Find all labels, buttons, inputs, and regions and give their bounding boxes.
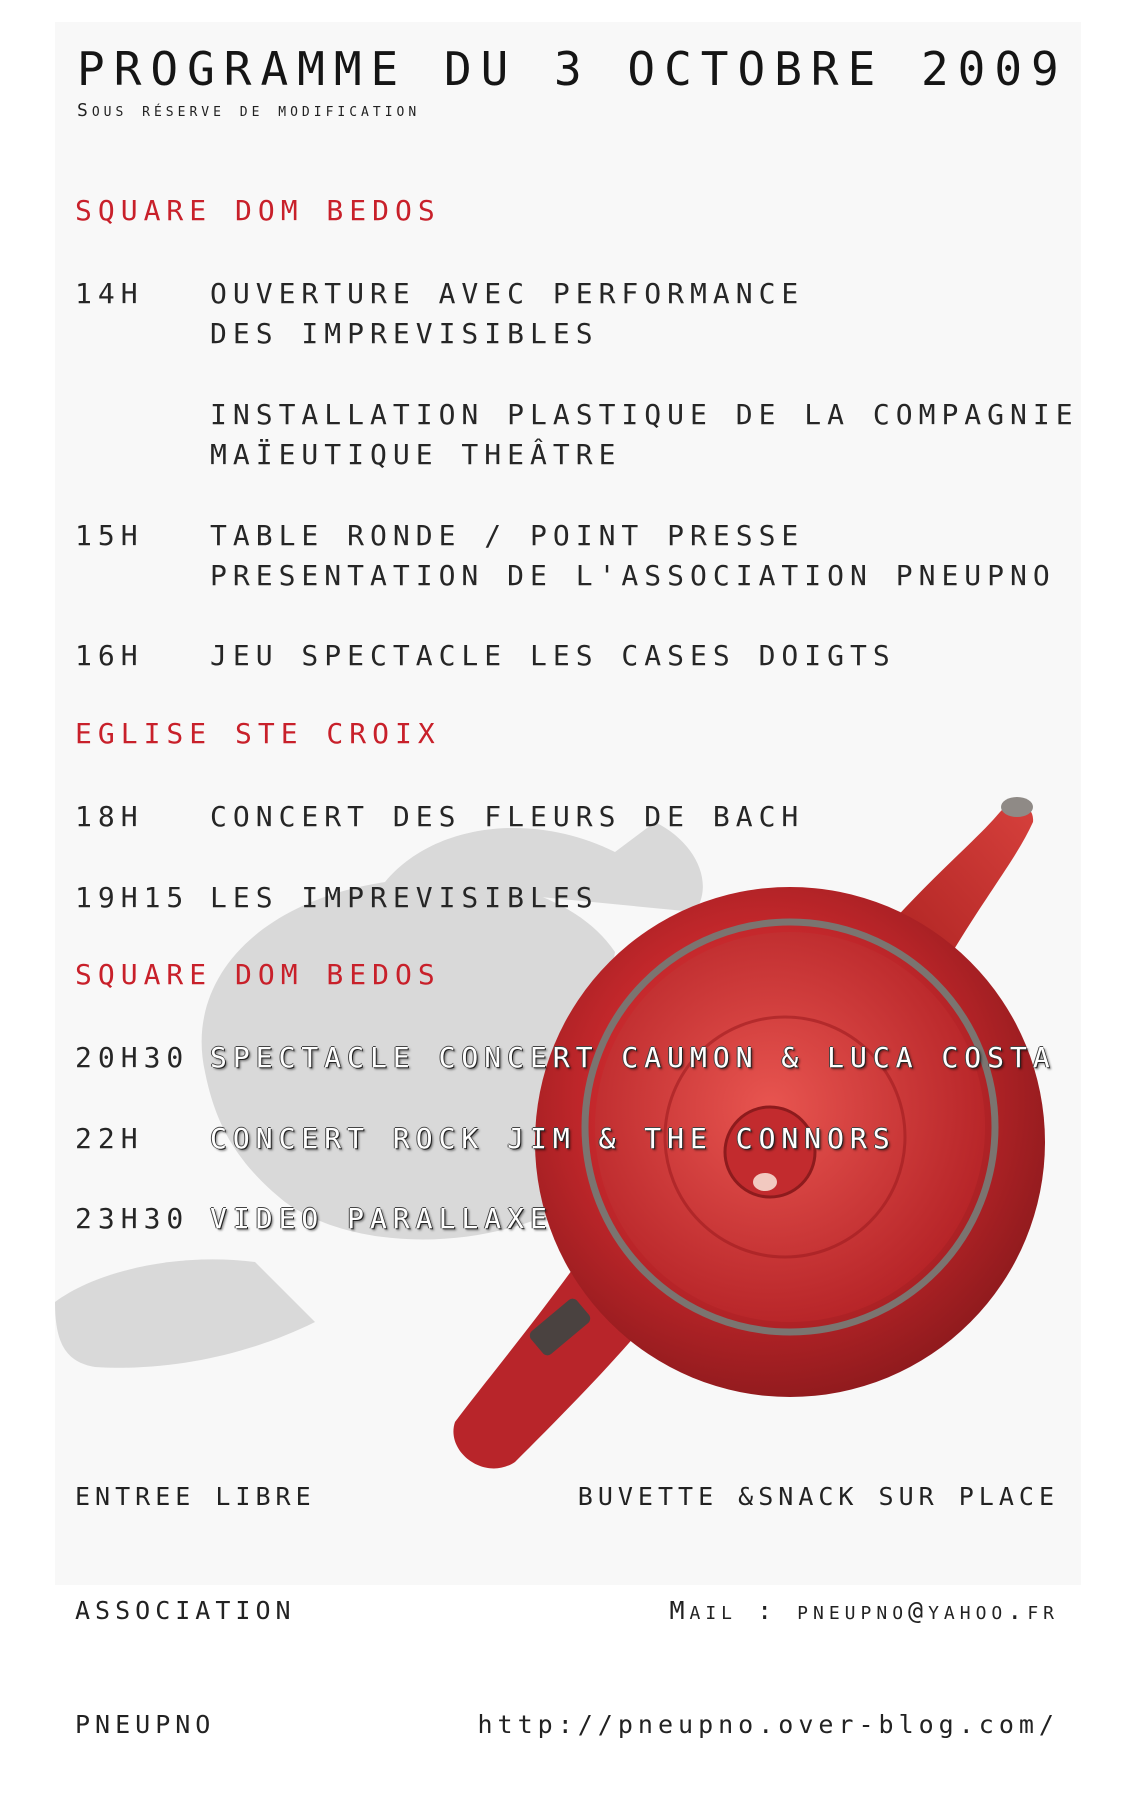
subtitle: Sous réserve de modification [77,100,421,121]
poster [55,22,1081,1739]
event-opening-line1: OUVERTURE AVEC PERFORMANCE [210,277,805,310]
venue-eglise-ste-croix: EGLISE STE CROIX [75,717,441,750]
time-22h: 22H [75,1122,144,1155]
event-table-ronde-line1: TABLE RONDE / POINT PRESSE [210,519,805,552]
event-installation-line2: MAÏEUTIQUE THEÂTRE [210,438,622,471]
event-caumon-luca-costa: SPECTACLE CONCERT CAUMON & LUCA COSTA [210,1041,1056,1074]
time-19h15: 19H15 [75,881,190,914]
footer-right [478,1402,1060,1820]
event-imprevisibles: LES IMPREVISIBLES [210,881,599,914]
event-video-parallaxe: VIDEO PARALLAXE [210,1202,553,1235]
contact-mail[interactable]: Mail : pneupno@yahoo.fr [669,1596,1059,1625]
website-link[interactable]: http://pneupno.over-blog.com/ [477,1710,1059,1739]
event-table-ronde-line2: PRESENTATION DE L'ASSOCIATION PNEUPNO [210,559,1056,592]
event-installation-line1: INSTALLATION PLASTIQUE DE LA COMPAGNIE [210,398,1079,431]
time-14h: 14H [75,277,144,310]
association-name: PNEUPNO [75,1710,216,1739]
entree-libre: ENTREE LIBRE [75,1482,316,1511]
page-title: PROGRAMME DU 3 OCTOBRE 2009 [77,42,1068,96]
spout-tip [1001,797,1033,817]
event-jeu-spectacle: JEU SPECTACLE LES CASES DOIGTS [210,639,896,672]
time-20h30: 20H30 [75,1041,190,1074]
venue-square-dom-bedos-evening: SQUARE DOM BEDOS [75,958,441,991]
buvette-snack: BUVETTE &SNACK SUR PLACE [577,1482,1059,1511]
time-18h: 18H [75,800,144,833]
event-jim-the-connors: CONCERT ROCK JIM & THE CONNORS [210,1122,896,1155]
time-15h: 15H [75,519,144,552]
event-concert-bach: CONCERT DES FLEURS DE BACH [210,800,805,833]
association-label: ASSOCIATION [75,1596,296,1625]
time-23h30: 23H30 [75,1202,190,1235]
venue-square-dom-bedos: SQUARE DOM BEDOS [75,194,441,227]
time-16h: 16H [75,639,144,672]
footer-left [75,1402,316,1820]
event-opening-line2: DES IMPREVISIBLES [210,317,599,350]
